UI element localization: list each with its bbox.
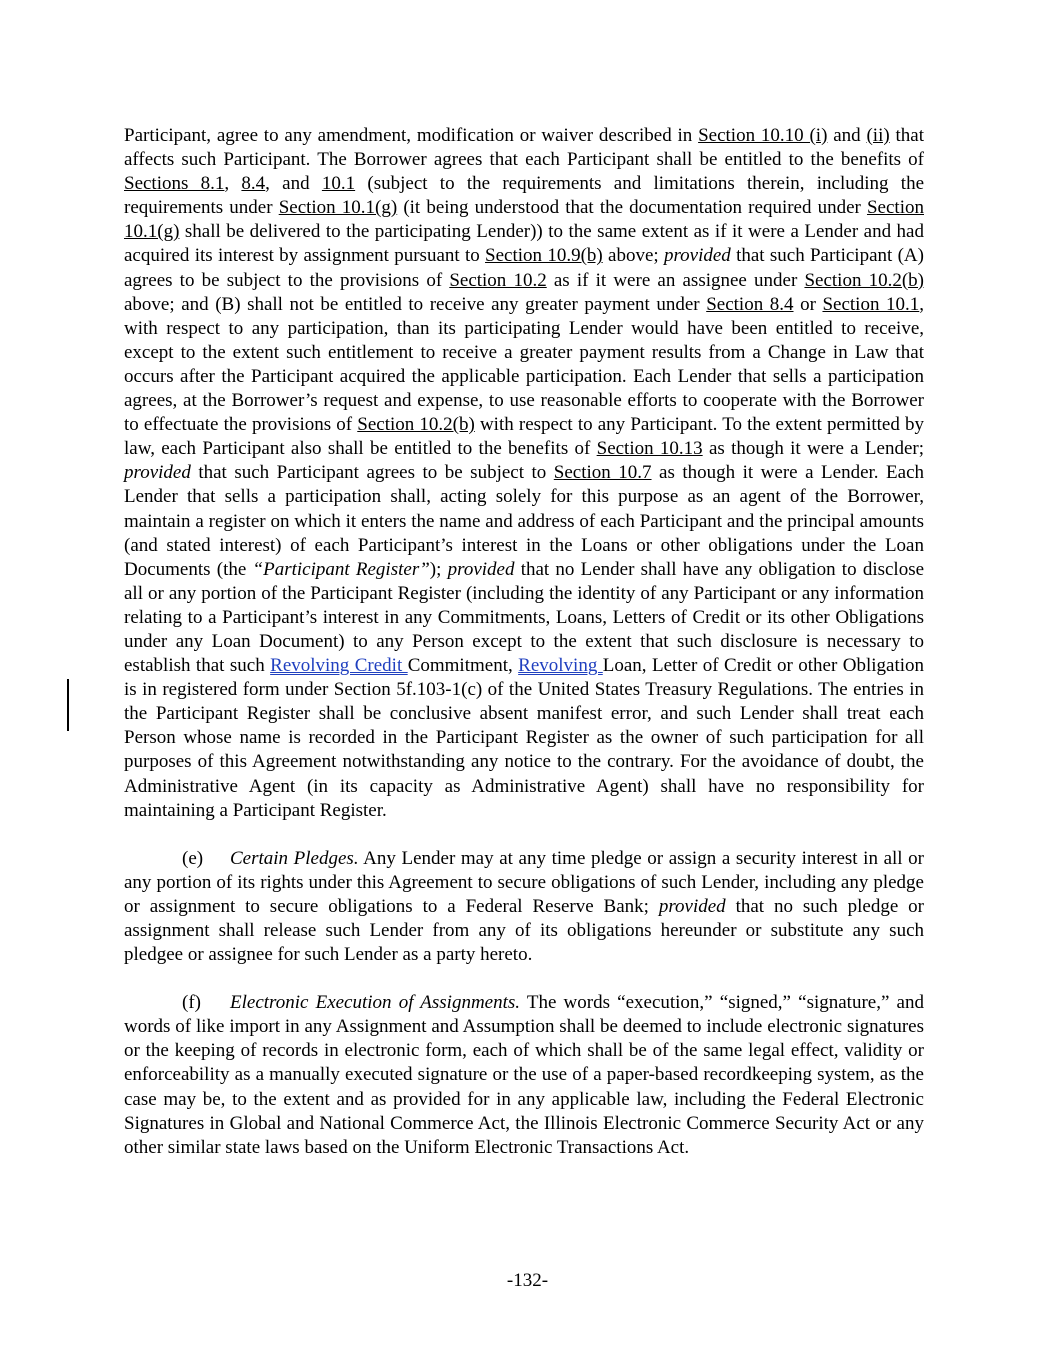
paragraph-electronic-execution [124, 991, 924, 1160]
text-run: as though it were a Lender; [702, 438, 924, 460]
section-reference: Section 10.7 [553, 462, 652, 484]
text-run: (it being understood that the documentation required under [397, 197, 867, 219]
section-reference: Section 10.2(b) [804, 269, 925, 291]
emphasis-provided: provided [447, 558, 515, 580]
text-run: that such Participant agrees to be subject to [190, 462, 554, 484]
section-reference: Section 10.1 [822, 293, 920, 315]
text-run: , [224, 173, 242, 195]
text-run: as if it were an assignee under [546, 269, 805, 291]
section-reference: Sections 8.1 [124, 173, 225, 195]
text-run: Loan, Letter of Credit or other Obligation is in registered form under Section 5f.103-1(c) of the United States Treasury Regulations. The entries in the Participant Register shall be conclusive absent manifest error, and such Lender shall treat each Person whose name is recorded in the Participant Register as the owner of such participation for all purposes of this Agreement notwithstanding any notice to the contrary. For the avoidance of doubt, the Administrative Agent (in its capacity as Administrative Agent) shall have no responsibility for maintaining a Participant Register. [124, 655, 925, 821]
section-reference: Section 10.10 (i) [698, 125, 828, 146]
clause-label: (f) [182, 992, 201, 1014]
paragraph-certain-pledges [124, 847, 924, 967]
text-run: ); [429, 558, 448, 580]
text-run: , and [265, 173, 322, 195]
text-run: (subject to the requirements and limitations therein, including the requirements under [124, 173, 925, 219]
section-reference: Section 10.2 [449, 269, 547, 291]
text-run: Participant, agree to any amendment, modification or waiver described in [124, 125, 699, 146]
text-run: that no such pledge or assignment shall release such Lender from any of its obligations hereunder or substitute any such pledgee or assignee for such Lender as a party hereto. [124, 895, 924, 966]
section-reference: Section 10.2(b) [357, 414, 475, 436]
text-run: above; and (B) shall not be entitled to receive any greater payment under [124, 293, 707, 315]
text-run: Any Lender may at any time pledge or assign a security interest in all or any portion of its rights under this Agreement to secure obligations of such Lender, including any pledge or assignment to secure obligations to a Federal Reserve Bank; [124, 847, 925, 917]
text-run: that affects such Participant. The Borrower agrees that each Participant shall be entitled to the benefits of [124, 125, 924, 171]
section-reference: 8.4 [241, 173, 266, 195]
paragraph-participant-rights [124, 124, 924, 823]
section-reference: Section 10.9(b) [485, 245, 603, 267]
text-run: as though it were a Lender. Each Lender that sells a participation shall, acting solely for this purpose as an agent of the Borrower, maintain a register on which it enters the name and address of each Participant and the principal amounts (and stated interest) of each Participant’s interest in the Loans or other obligations under the Loan Documents (the [124, 462, 924, 580]
emphasis-provided: provided [658, 895, 726, 917]
text-run: Commitment, [407, 655, 519, 677]
clause-label: (e) [182, 847, 204, 869]
defined-term-participant-register: “Participant Register” [252, 558, 430, 580]
text-run: that no Lender shall have any obligation to disclose all or any portion of the Participant Register (including the identity of any Participant or any information relating to a Participant’s interest in any Commitments, Loans, Letters of Credit or its other Obligations under any Loan Document) to any Person except to the extent that such disclosure is necessary to establish that such [124, 558, 925, 677]
clause-heading: Electronic Execution of Assignments. [230, 992, 521, 1014]
section-reference: Section 10.13 [596, 438, 703, 460]
revision-insertion: Revolving Credit [270, 655, 408, 677]
emphasis-provided: provided [124, 462, 191, 484]
text-run: shall be delivered to the participating Lender)) to the same extent as if it were a Lender and had acquired its interest by assignment pursuant to [124, 221, 924, 267]
text-run: above; [602, 245, 664, 267]
revision-insertion: Revolving [518, 655, 603, 677]
section-reference: Section 10.1(g) [124, 197, 924, 243]
text-run: that such Participant (A) agrees to be subject to the provisions of [124, 245, 924, 291]
text-run: The words “execution,” “signed,” “signature,” and words of like import in any Assignment and Assumption shall be deemed to include electronic signatures or the keeping of records in electronic form, each of which shall be of the same legal effect, validity or enforceability as a manually executed signature or the use of a paper-based recordkeeping system, as the case may be, to the extent and as provided for in any applicable law, including the Federal Electronic Signatures in Global and National Commerce Act, the Illinois Electronic Commerce Security Act or any other similar state laws based on the Uniform Electronic Transactions Act. [124, 992, 924, 1158]
text-run: with respect to any Participant. To the extent permitted by law, each Participant also shall be entitled to the benefits of [124, 414, 924, 460]
section-reference: Section 10.1(g) [278, 197, 398, 219]
section-reference: Section 8.4 [706, 293, 794, 315]
revision-change-bar [67, 679, 69, 731]
section-reference: 10.1 [321, 173, 356, 195]
section-reference: (ii) [866, 125, 890, 146]
page-number: -132- [506, 1270, 549, 1291]
text-run: and [827, 125, 867, 146]
emphasis-provided: provided [663, 245, 731, 267]
text-run: or [793, 293, 823, 315]
text-run: , with respect to any participation, than its participating Lender would have been entitled to receive, except to the extent such entitlement to receive a greater payment results from a Change in Law that occurs after the Participant acquired the applicable participation. Each Lender that sells a participation agrees, at the Borrower’s request and expense, to use reasonable efforts to cooperate with the Borrower to effectuate the provisions of [124, 293, 925, 436]
document-body [124, 124, 924, 1160]
clause-heading: Certain Pledges. [230, 847, 359, 869]
